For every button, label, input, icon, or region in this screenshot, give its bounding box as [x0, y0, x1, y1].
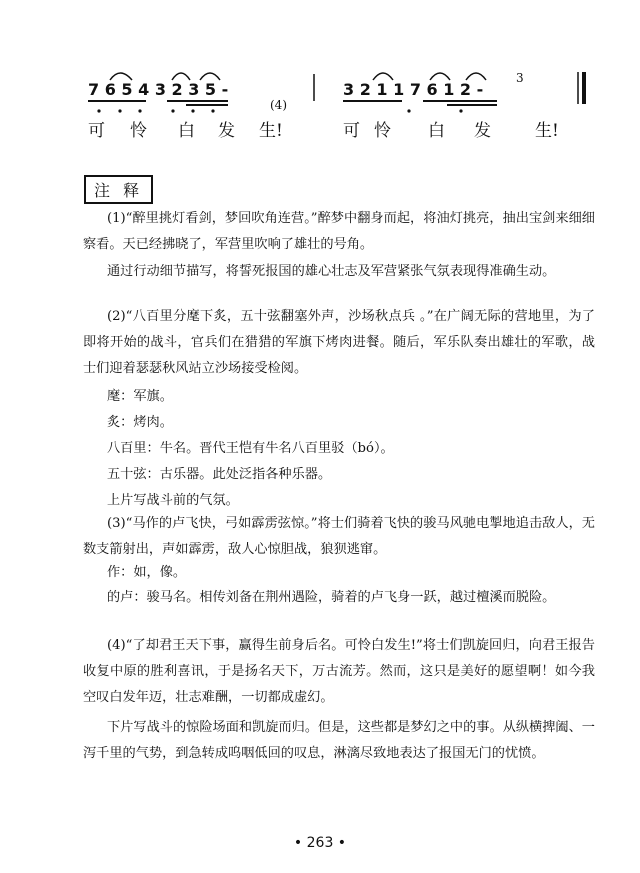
annotation-paragraph: (4)“了却君王天下事，赢得生前身后名。可怜白发生!”将士们凯旋回归，向君王报告收复中原的胜利喜讯，于是扬名天下，万古流芳。然而，这只是美好的愿望啊！如今我空叹白发年迈，壮志难酬，一切都成虚幻。 [83, 638, 595, 705]
lyric: 发 [474, 121, 491, 141]
slur-mark [110, 73, 132, 80]
slur-mark [430, 73, 450, 80]
lyric: 生! [259, 121, 283, 141]
annotation-paragraph: 麾：军旗。 [107, 389, 173, 404]
lyric: 可 [88, 121, 105, 141]
annotation-paragraph: 通过行动细节描写，将誓死报国的雄心壮志及军营紧张气氛表现得准确生动。 [107, 264, 556, 279]
annotation-paragraph: 下片写战斗的惊险场面和凯旋而归。但是，这些都是梦幻之中的事。从纵横捭阖、一泻千里的气势，到急转成呜咽低回的叹息，淋漓尽致地表达了报国无门的忧愤。 [83, 720, 595, 761]
lyric: 生! [535, 121, 559, 141]
lyric: 发 [218, 121, 235, 141]
footnote-mark: (4) [270, 98, 287, 112]
lyric: 白 [178, 121, 195, 141]
slur-mark [172, 73, 190, 80]
note-group-right: 3 2 1 1 7 6 1 2 - [343, 80, 484, 99]
annotation-paragraph: (1)“醉里挑灯看剑，梦回吹角连营。”醉梦中翻身而起，将油灯挑亮，抽出宝剑来细细察看。天已经拂晓了，军营里吹响了雄壮的号角。 [83, 211, 595, 252]
slur-mark [373, 73, 393, 80]
lyric: 怜 [130, 121, 147, 141]
note-group-left: 7 6 5 4 3 2 3 5 - [88, 80, 229, 99]
lyric: 白 [428, 121, 445, 141]
annotation-paragraph: 八百里：牛名。晋代王恺有牛名八百里驳（bó）。 [107, 441, 394, 456]
annotation-paragraph: 炙：烤肉。 [107, 415, 173, 430]
annotation-paragraph: (2)“八百里分麾下炙，五十弦翻塞外声，沙场秋点兵 。”在广阔无际的营地里，为了即将开始的战斗，官兵们在猎猎的军旗下烤肉进餐。随后，军乐队奏出雄壮的军歌，战士们迎着瑟瑟秋风站立沙场接受检阅。 [83, 309, 595, 376]
music-score [0, 0, 640, 140]
grace-note: 3 [516, 71, 524, 85]
annotation-paragraph: (3)“马作的卢飞快，弓如霹雳弦惊。”将士们骑着飞快的骏马风驰电掣地追击敌人，无数支箭射出，声如霹雳，敌人心惊胆战，狼狈逃窜。 [83, 516, 595, 557]
slur-mark [200, 73, 220, 80]
lyric: 怜 [374, 121, 391, 141]
annotation-paragraph: 的卢：骏马名。相传刘备在荆州遇险，骑着的卢飞身一跃，越过檀溪而脱险。 [107, 590, 556, 605]
page-number: • 263 • [293, 835, 347, 851]
annotation-paragraph: 上片写战斗前的气氛。 [107, 493, 239, 508]
section-heading: 注 释 [84, 175, 153, 204]
lyric: 可 [343, 121, 360, 141]
annotation-paragraph: 五十弦：古乐器。此处泛指各种乐器。 [107, 467, 332, 482]
slur-mark [466, 73, 486, 80]
annotation-paragraph: 作：如，像。 [107, 565, 187, 580]
